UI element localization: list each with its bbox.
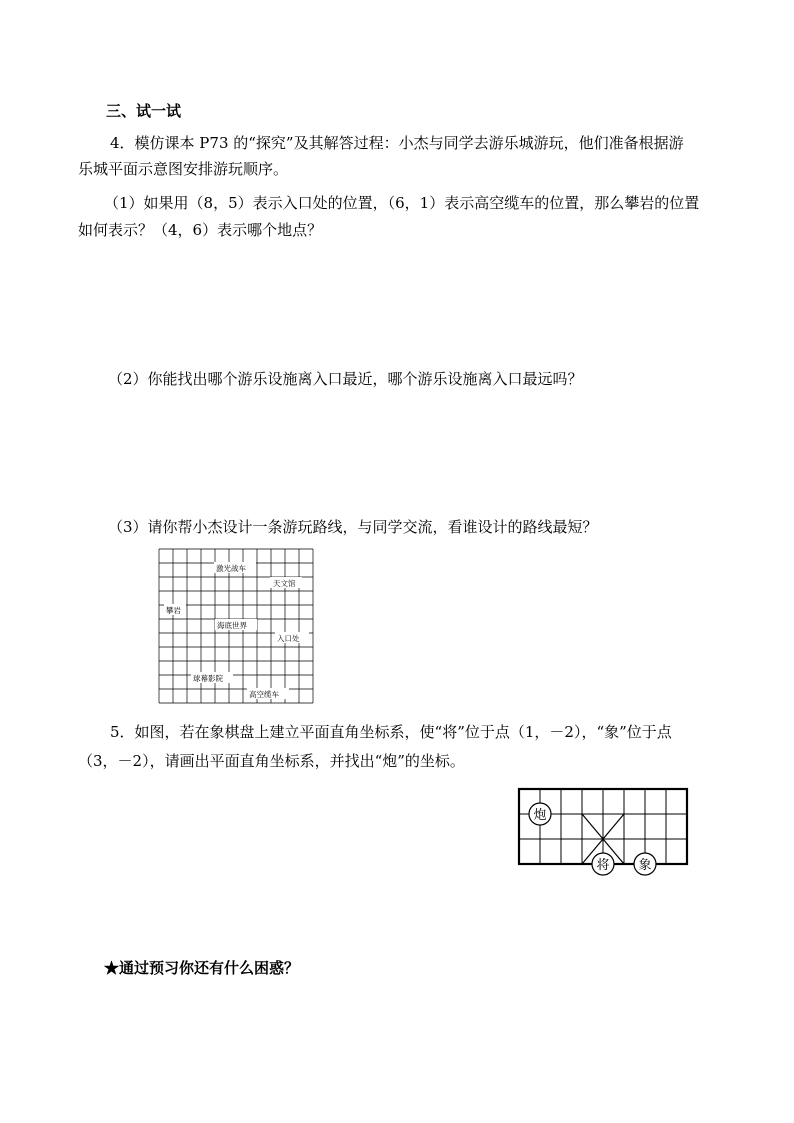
entrance-label: 入口处 (277, 634, 300, 643)
q5-text-line2: （3，－2），请画出平面直角坐标系，并找出“炮”的坐标。 (78, 752, 465, 770)
elephant-piece-label: 象 (638, 858, 652, 873)
q4-part1-line2: 如何表示？（4，6）表示哪个地点？ (78, 221, 323, 239)
q4-part1-line1: （1）如果用（8，5）表示入口处的位置，（6，1）表示高空缆车的位置，那么攀岩的位置 (104, 194, 700, 212)
undersea-world-label: 海底世界 (217, 621, 247, 630)
q5-text-line1: 5．如图，若在象棋盘上建立平面直角坐标系，使“将”位于点（1，－2），“象”位于点 (110, 723, 672, 741)
section-heading: 三、试一试 (106, 102, 182, 120)
amusement-park-map (158, 548, 315, 704)
cannon-piece-label: 炮 (533, 808, 547, 823)
cable-car-label: 高空缆车 (249, 690, 279, 699)
q4-text-line1: 4．模仿课本 P73 的“探究”及其解答过程：小杰与同学去游乐城游玩，他们准备根据游 (110, 134, 684, 152)
q4-part3: （3）请你帮小杰设计一条游玩路线，与同学交流，看谁设计的路线最短？ (108, 518, 598, 536)
closing-prompt: ★通过预习你还有什么困惑？ (104, 959, 300, 977)
chess-board-diagram (512, 786, 694, 882)
laser-tank-label: 激光战车 (216, 564, 246, 573)
climbing-label: 攀岩 (166, 606, 181, 615)
q4-part2: （2）你能找出哪个游乐设施离入口最近，哪个游乐设施离入口最远吗？ (108, 370, 583, 388)
planetarium-label: 天文馆 (273, 579, 296, 588)
dome-cinema-label: 球幕影院 (193, 674, 223, 683)
general-piece-label: 将 (596, 858, 610, 873)
q4-text-line2: 乐城平面示意图安排游玩顺序。 (78, 160, 289, 178)
